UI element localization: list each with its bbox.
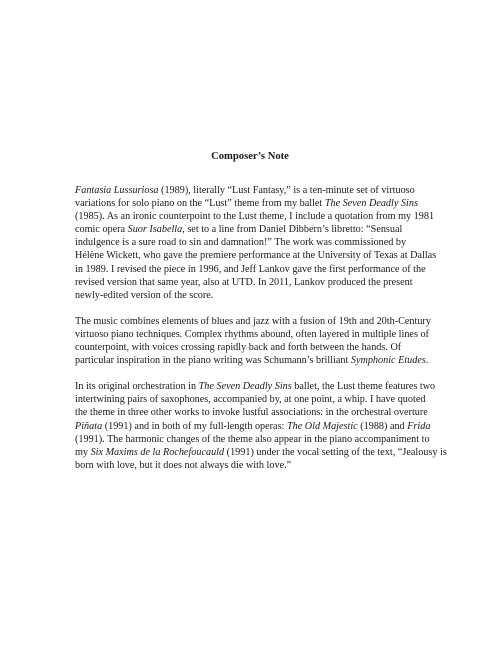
text-line (75, 263, 445, 276)
text-line (75, 380, 445, 393)
text-run: (1991). The harmonic changes of the theme also appear in the piano accompaniment to (75, 433, 430, 445)
text-line (75, 223, 445, 236)
text-run: , set to a line from Daniel Dibbern’s libretto: “Sensual (182, 224, 403, 236)
italic-title: Symphonic Etudes (350, 355, 426, 367)
text-run: (1989), literally “Lust Fantasy,” is a ten-minute set of virtuoso (158, 185, 415, 196)
text-run: newly-edited version of the score. (75, 289, 214, 301)
text-line (75, 459, 445, 472)
text-run: my (75, 446, 91, 458)
text-line (75, 354, 445, 367)
text-run: . (425, 355, 429, 367)
text-line (75, 393, 445, 406)
italic-title: Piñata (75, 420, 103, 432)
text-line (75, 236, 445, 249)
text-run: (1985). As an ironic counterpoint to the Lust theme, I include a quotation from my 1981 (75, 211, 435, 223)
text-line (75, 406, 445, 419)
text-line (75, 289, 445, 302)
text-run: counterpoint, with voices crossing rapidly back and forth between the hands. Of (75, 342, 402, 354)
italic-title: Six Maxims de la Rochefoucauld (90, 446, 225, 458)
text-run: The music combines elements of blues and jazz with a fusion of 19th and 20th-Century (75, 315, 431, 327)
text-run: intertwining pairs of saxophones, accompanied by, at one point, a whip. I have quoted (75, 394, 426, 406)
italic-title: Frida (407, 420, 431, 432)
text-run: variations for solo piano on the “Lust” theme from my ballet (75, 198, 325, 210)
text-line (75, 315, 445, 328)
text-line (75, 197, 445, 210)
text-line (75, 446, 445, 459)
text-run: particular inspiration in the piano writing was Schumann’s brilliant (75, 355, 351, 367)
text-line (75, 420, 445, 433)
italic-title: Fantasia Lussuriosa (75, 185, 159, 196)
italic-title: Suor Isabella (127, 224, 183, 236)
italic-title: The Old Majestic (286, 420, 358, 432)
paragraph (75, 184, 445, 302)
italic-title: The Seven Deadly Sins (198, 381, 292, 393)
paragraph (75, 315, 445, 367)
text-run: virtuoso piano techniques. Complex rhythms abound, often layered in multiple lines of (75, 328, 429, 340)
text-run: in 1989. I revised the piece in 1996, and Jeff Lankov gave the first performance of the (75, 263, 426, 275)
text-run: (1991) under the vocal setting of the text, “Jealousy is (224, 446, 447, 458)
text-line (75, 341, 445, 354)
text-run: In its original orchestration in (75, 381, 199, 393)
text-run: (1988) and (357, 420, 408, 432)
text-line (75, 210, 445, 223)
text-line (75, 328, 445, 341)
text-run: indulgence is a sure road to sin and damnation!” The work was commissioned by (75, 237, 407, 249)
text-line (75, 433, 445, 446)
text-run: comic opera (75, 224, 128, 236)
text-line (75, 276, 445, 289)
text-run: (1991) and in both of my full-length operas: (102, 420, 287, 432)
text-line (75, 184, 445, 197)
text-run: born with love, but it does not always die with love.” (75, 459, 292, 471)
text-run: ballet, the Lust theme features two (291, 381, 436, 393)
italic-title: The Seven Deadly Sins (324, 198, 418, 210)
text-run: revised version that same year, also at UTD. In 2011, Lankov produced the present (75, 276, 413, 288)
document-body (75, 184, 445, 485)
text-line (75, 249, 445, 262)
text-run: Hélène Wickett, who gave the premiere performance at the University of Texas at Dallas (75, 250, 437, 262)
page-title: Composer’s Note (211, 151, 289, 162)
text-run: the theme in three other works to invoke lustful associations: in the orchestral overture (75, 407, 428, 419)
paragraph (75, 380, 445, 472)
